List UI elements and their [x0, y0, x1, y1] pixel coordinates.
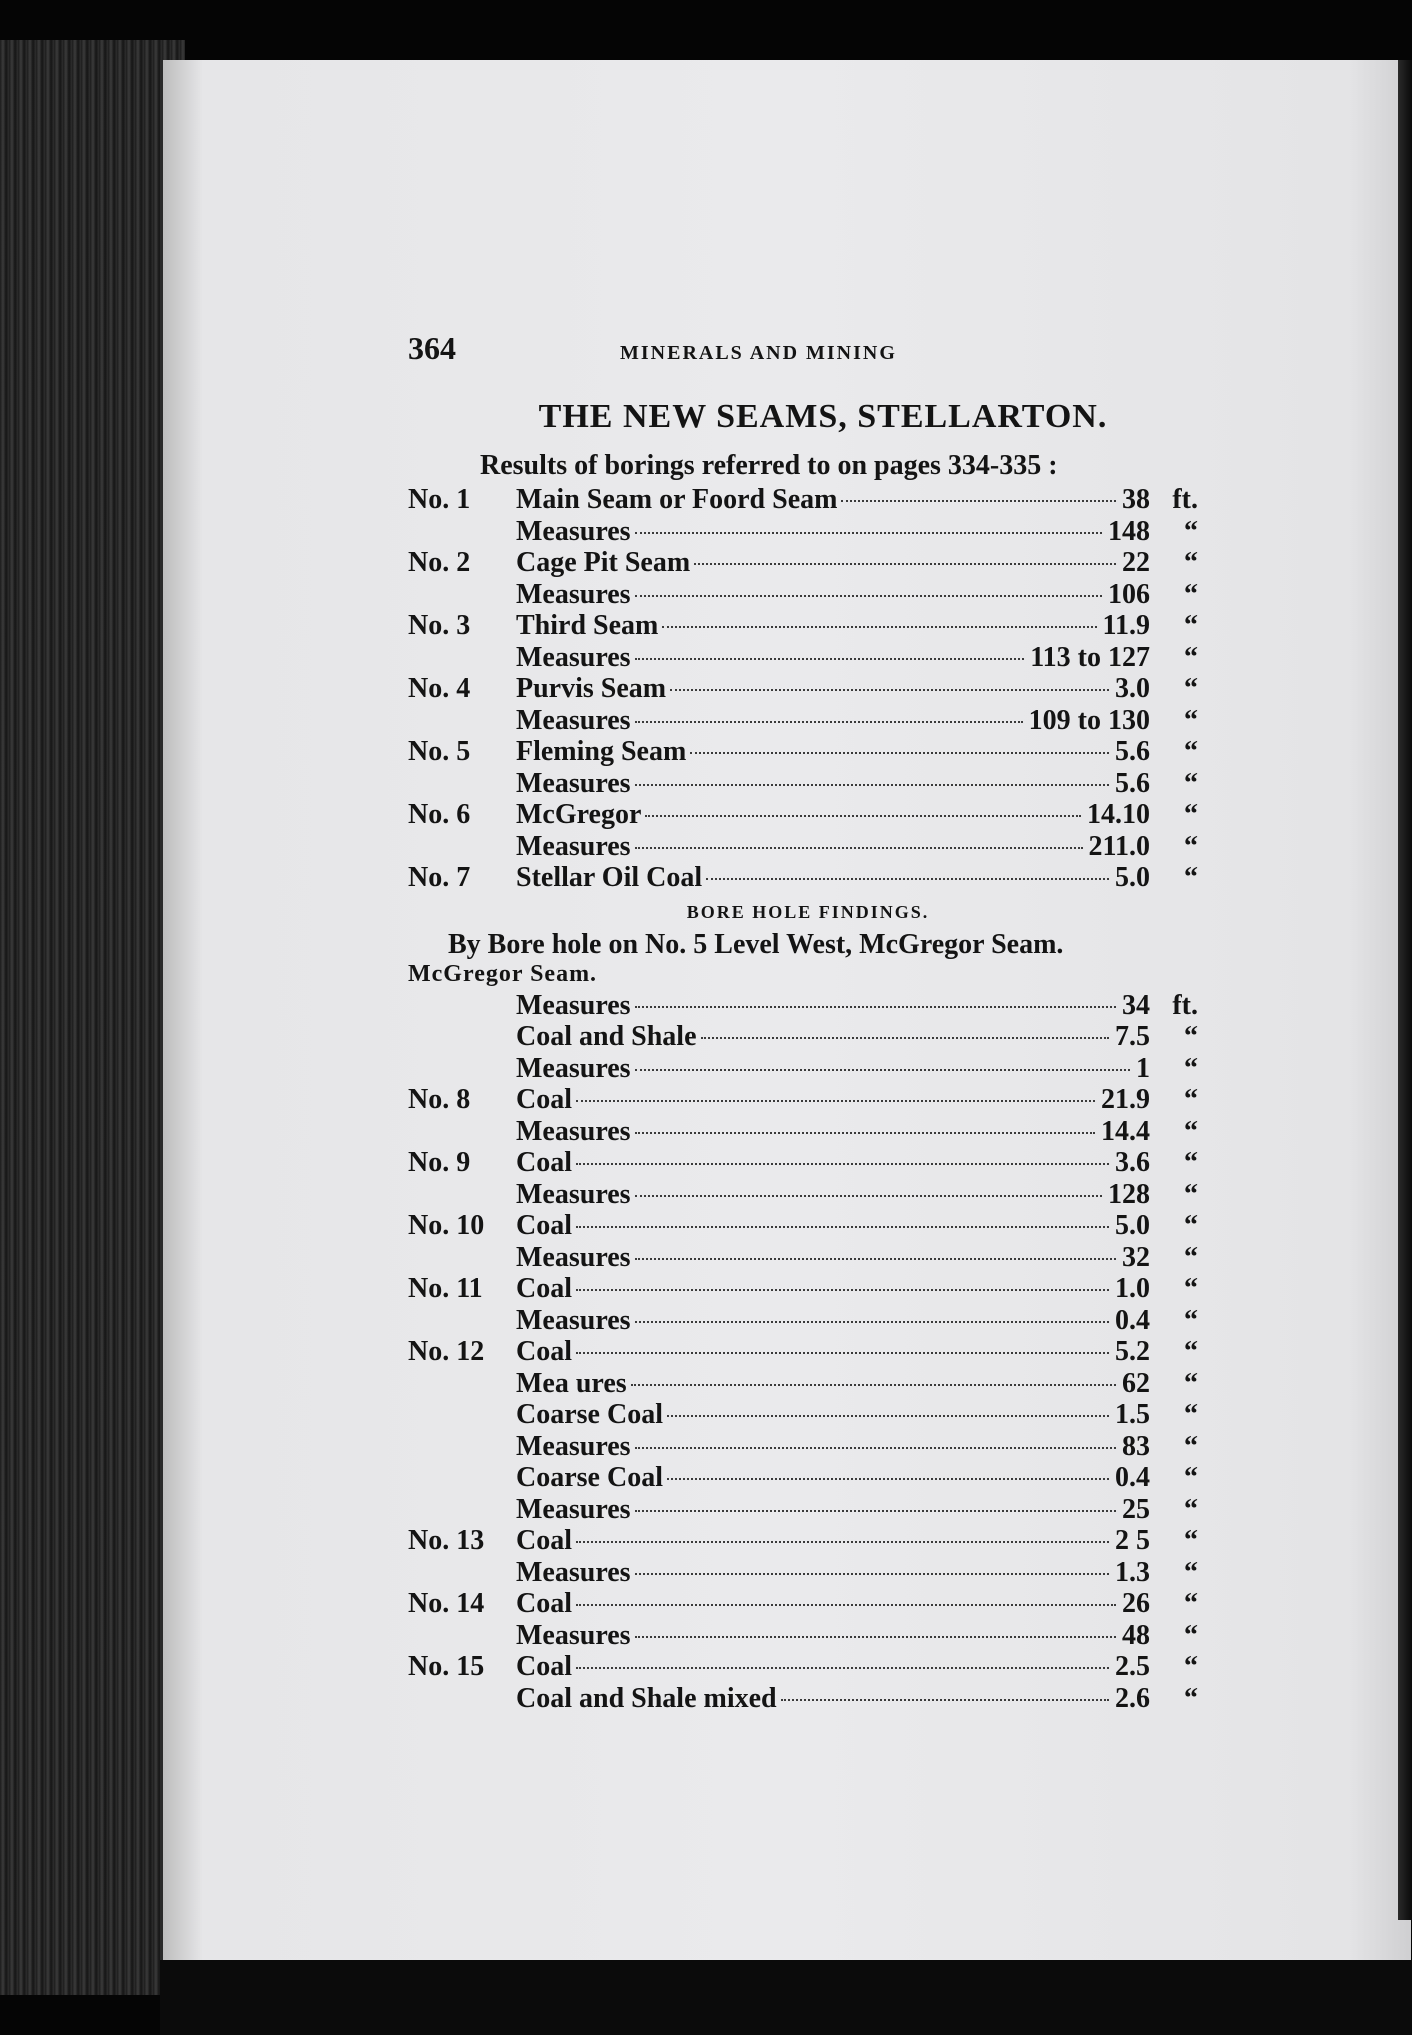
dot-leader — [694, 563, 1116, 565]
dot-leader — [706, 878, 1109, 880]
table-row — [408, 1683, 1198, 1715]
row-value: 26 — [1122, 1588, 1150, 1619]
table-row — [408, 673, 1198, 705]
row-label: Coal — [516, 1210, 572, 1241]
table-row — [408, 768, 1198, 800]
table-row — [408, 862, 1198, 894]
table-row — [408, 1336, 1198, 1368]
row-unit: “ — [1184, 641, 1198, 673]
dot-leader — [576, 1604, 1116, 1606]
row-unit: “ — [1184, 1556, 1198, 1588]
page-title: THE NEW SEAMS, STELLARTON. — [538, 398, 1108, 435]
row-label: Coal — [516, 1588, 572, 1619]
dot-leader — [670, 689, 1109, 691]
table-row — [408, 1210, 1198, 1242]
dot-leader — [631, 1384, 1116, 1386]
table-row — [408, 579, 1198, 611]
row-unit: ft. — [1172, 989, 1198, 1021]
row-number: No. 4 — [408, 673, 471, 704]
page-right-shadow — [1398, 60, 1412, 1920]
table-row — [408, 642, 1198, 674]
dot-leader — [667, 1478, 1109, 1480]
row-label: Main Seam or Foord Seam — [516, 484, 838, 515]
table-row — [408, 1084, 1198, 1116]
row-unit: “ — [1184, 1178, 1198, 1210]
row-value: 22 — [1122, 547, 1150, 578]
intro-text: Results of borings referred to on pages 334-335 : — [480, 450, 1058, 481]
dot-leader — [635, 1321, 1109, 1323]
table-row — [408, 1147, 1198, 1179]
row-label: Measures — [516, 1556, 631, 1588]
dot-leader — [635, 658, 1025, 660]
dot-leader — [635, 1132, 1095, 1134]
row-number: No. 7 — [408, 862, 471, 893]
row-value: 5.6 — [1115, 767, 1150, 799]
row-unit: “ — [1184, 673, 1198, 704]
row-number: No. 13 — [408, 1525, 485, 1556]
row-unit: “ — [1184, 1147, 1198, 1178]
running-head — [408, 330, 1198, 380]
row-label: Measures — [516, 830, 631, 862]
row-label: Measures — [516, 1304, 631, 1336]
scan-bottom-band — [160, 1960, 1412, 2035]
table-row — [408, 990, 1198, 1022]
seam-heading: McGregor Seam. — [408, 960, 598, 987]
row-unit: “ — [1184, 799, 1198, 830]
page-number: 364 — [408, 330, 456, 366]
row-unit: “ — [1184, 1273, 1198, 1304]
row-unit: “ — [1184, 1021, 1198, 1052]
dot-leader — [635, 847, 1083, 849]
table-row — [408, 610, 1198, 642]
book-spine-edge — [0, 40, 185, 1995]
row-value: 1.3 — [1115, 1556, 1150, 1588]
row-value: 14.4 — [1101, 1115, 1150, 1147]
table-row — [408, 1021, 1198, 1053]
row-unit: “ — [1184, 1430, 1198, 1462]
table-row — [408, 831, 1198, 863]
row-label: Coal — [516, 1147, 572, 1178]
row-label: Measures — [516, 767, 631, 799]
table-row — [408, 1368, 1198, 1400]
table-row — [408, 1305, 1198, 1337]
row-value: 14.10 — [1087, 799, 1150, 830]
row-label: Third Seam — [516, 610, 659, 641]
row-label: Measures — [516, 1619, 631, 1651]
row-value: 3.0 — [1115, 673, 1150, 704]
row-unit: “ — [1184, 1336, 1198, 1367]
dot-leader — [667, 1415, 1109, 1417]
row-value: 38 — [1122, 484, 1150, 515]
row-number: No. 1 — [408, 484, 471, 515]
dot-leader — [690, 752, 1109, 754]
row-value: 5.2 — [1115, 1336, 1150, 1367]
row-value: 211.0 — [1088, 830, 1150, 862]
table-row — [408, 484, 1198, 516]
table-row — [408, 1462, 1198, 1494]
table-row — [408, 1179, 1198, 1211]
dot-leader — [635, 595, 1102, 597]
table-row — [408, 1651, 1198, 1683]
row-value: 21.9 — [1101, 1084, 1150, 1115]
dot-leader — [841, 500, 1116, 502]
dot-leader — [635, 1447, 1116, 1449]
row-unit: “ — [1184, 578, 1198, 610]
row-value: 1.5 — [1115, 1399, 1150, 1430]
row-label: Cage Pit Seam — [516, 547, 691, 578]
row-label: Coal — [516, 1651, 572, 1682]
row-unit: “ — [1184, 515, 1198, 547]
table-row — [408, 1494, 1198, 1526]
row-value: 11.9 — [1102, 610, 1150, 641]
row-label: Measures — [516, 1241, 631, 1273]
row-label: Coal — [516, 1084, 572, 1115]
dot-leader — [576, 1352, 1109, 1354]
dot-leader — [576, 1100, 1095, 1102]
bore-hole-list — [408, 990, 1198, 1715]
row-unit: “ — [1184, 736, 1198, 767]
row-value: 25 — [1122, 1493, 1150, 1525]
table-row — [408, 1053, 1198, 1085]
row-value: 2 5 — [1115, 1525, 1150, 1556]
page-content — [408, 330, 1198, 1714]
row-label: Measures — [516, 515, 631, 547]
row-value: 34 — [1122, 989, 1150, 1021]
row-number: No. 14 — [408, 1588, 485, 1619]
row-unit: “ — [1184, 1241, 1198, 1273]
dot-leader — [701, 1037, 1110, 1039]
dot-leader — [662, 626, 1096, 628]
row-value: 128 — [1108, 1178, 1150, 1210]
row-value: 109 to 130 — [1028, 704, 1150, 736]
row-unit: “ — [1184, 1304, 1198, 1336]
row-value: 32 — [1122, 1241, 1150, 1273]
row-unit: “ — [1184, 1367, 1198, 1399]
row-number: No. 15 — [408, 1651, 485, 1682]
row-label: Measures — [516, 578, 631, 610]
row-value: 113 to 127 — [1030, 641, 1150, 673]
row-label: Coal — [516, 1273, 572, 1304]
table-row — [408, 516, 1198, 548]
dot-leader — [635, 1195, 1102, 1197]
row-label: Measures — [516, 1430, 631, 1462]
row-unit: “ — [1184, 1682, 1198, 1714]
dot-leader — [635, 532, 1102, 534]
row-number: No. 9 — [408, 1147, 471, 1178]
row-value: 2.6 — [1115, 1682, 1150, 1714]
row-value: 48 — [1122, 1619, 1150, 1651]
row-number: No. 11 — [408, 1273, 483, 1304]
row-value: 83 — [1122, 1430, 1150, 1462]
row-label: McGregor — [516, 799, 642, 830]
row-value: 5.0 — [1115, 1210, 1150, 1241]
row-label: Measures — [516, 1493, 631, 1525]
row-value: 0.4 — [1115, 1304, 1150, 1336]
running-title: MINERALS AND MINING — [620, 342, 897, 364]
row-unit: “ — [1184, 1210, 1198, 1241]
row-label: Measures — [516, 1178, 631, 1210]
row-label: Mea ures — [516, 1367, 627, 1399]
table-row — [408, 1557, 1198, 1589]
row-label: Measures — [516, 1052, 631, 1084]
row-value: 1 — [1136, 1052, 1150, 1084]
dot-leader — [635, 1573, 1109, 1575]
row-unit: “ — [1184, 1619, 1198, 1651]
row-label: Measures — [516, 989, 631, 1021]
row-unit: “ — [1184, 1493, 1198, 1525]
row-value: 62 — [1122, 1367, 1150, 1399]
dot-leader — [635, 721, 1023, 723]
row-label: Coal — [516, 1525, 572, 1556]
dot-leader — [635, 1636, 1116, 1638]
row-value: 5.6 — [1115, 736, 1150, 767]
row-unit: “ — [1184, 862, 1198, 893]
row-label: Measures — [516, 1115, 631, 1147]
row-label: Coal and Shale mixed — [516, 1682, 777, 1714]
dot-leader — [635, 784, 1109, 786]
dot-leader — [781, 1699, 1109, 1701]
dot-leader — [635, 1069, 1130, 1071]
row-unit: “ — [1184, 767, 1198, 799]
row-value: 3.6 — [1115, 1147, 1150, 1178]
row-unit: “ — [1184, 1651, 1198, 1682]
row-unit: “ — [1184, 830, 1198, 862]
row-number: No. 12 — [408, 1336, 485, 1367]
table-row — [408, 1588, 1198, 1620]
table-row — [408, 1242, 1198, 1274]
row-label: Coarse Coal — [516, 1462, 663, 1493]
row-unit: “ — [1184, 610, 1198, 641]
row-value: 106 — [1108, 578, 1150, 610]
dot-leader — [576, 1163, 1109, 1165]
dot-leader — [645, 815, 1081, 817]
row-value: 0.4 — [1115, 1462, 1150, 1493]
table-row — [408, 1116, 1198, 1148]
table-row — [408, 1399, 1198, 1431]
table-row — [408, 1620, 1198, 1652]
row-number: No. 3 — [408, 610, 471, 641]
dot-leader — [576, 1667, 1109, 1669]
row-value: 5.0 — [1115, 862, 1150, 893]
row-value: 7.5 — [1115, 1021, 1150, 1052]
row-unit: “ — [1184, 1525, 1198, 1556]
dot-leader — [576, 1289, 1109, 1291]
dot-leader — [576, 1226, 1109, 1228]
row-number: No. 8 — [408, 1084, 471, 1115]
row-unit: “ — [1184, 1115, 1198, 1147]
row-label: Measures — [516, 641, 631, 673]
row-value: 1.0 — [1115, 1273, 1150, 1304]
row-label: Coarse Coal — [516, 1399, 663, 1430]
row-number: No. 2 — [408, 547, 471, 578]
dot-leader — [635, 1510, 1116, 1512]
table-row — [408, 1431, 1198, 1463]
dot-leader — [635, 1006, 1116, 1008]
dot-leader — [635, 1258, 1116, 1260]
row-number: No. 5 — [408, 736, 471, 767]
row-unit: “ — [1184, 1588, 1198, 1619]
table-row — [408, 1273, 1198, 1305]
dot-leader — [576, 1541, 1109, 1543]
row-unit: “ — [1184, 547, 1198, 578]
row-unit: “ — [1184, 1084, 1198, 1115]
row-label: Coal and Shale — [516, 1021, 697, 1052]
table-row — [408, 705, 1198, 737]
row-unit: ft. — [1172, 484, 1198, 515]
row-label: Purvis Seam — [516, 673, 667, 704]
row-unit: “ — [1184, 1052, 1198, 1084]
table-row — [408, 547, 1198, 579]
table-row — [408, 1525, 1198, 1557]
row-value: 148 — [1108, 515, 1150, 547]
row-number: No. 10 — [408, 1210, 485, 1241]
row-label: Measures — [516, 704, 631, 736]
row-unit: “ — [1184, 1462, 1198, 1493]
row-label: Coal — [516, 1336, 572, 1367]
bore-hole-description: By Bore hole on No. 5 Level West, McGregor Seam. — [448, 928, 1064, 960]
bore-hole-heading: BORE HOLE FINDINGS. — [686, 901, 930, 922]
row-unit: “ — [1184, 1399, 1198, 1430]
table-row — [408, 799, 1198, 831]
row-label: Stellar Oil Coal — [516, 862, 703, 893]
table-row — [408, 736, 1198, 768]
row-label: Fleming Seam — [516, 736, 687, 767]
row-value: 2.5 — [1115, 1651, 1150, 1682]
seam-list — [408, 484, 1198, 894]
row-number: No. 6 — [408, 799, 471, 830]
row-unit: “ — [1184, 704, 1198, 736]
